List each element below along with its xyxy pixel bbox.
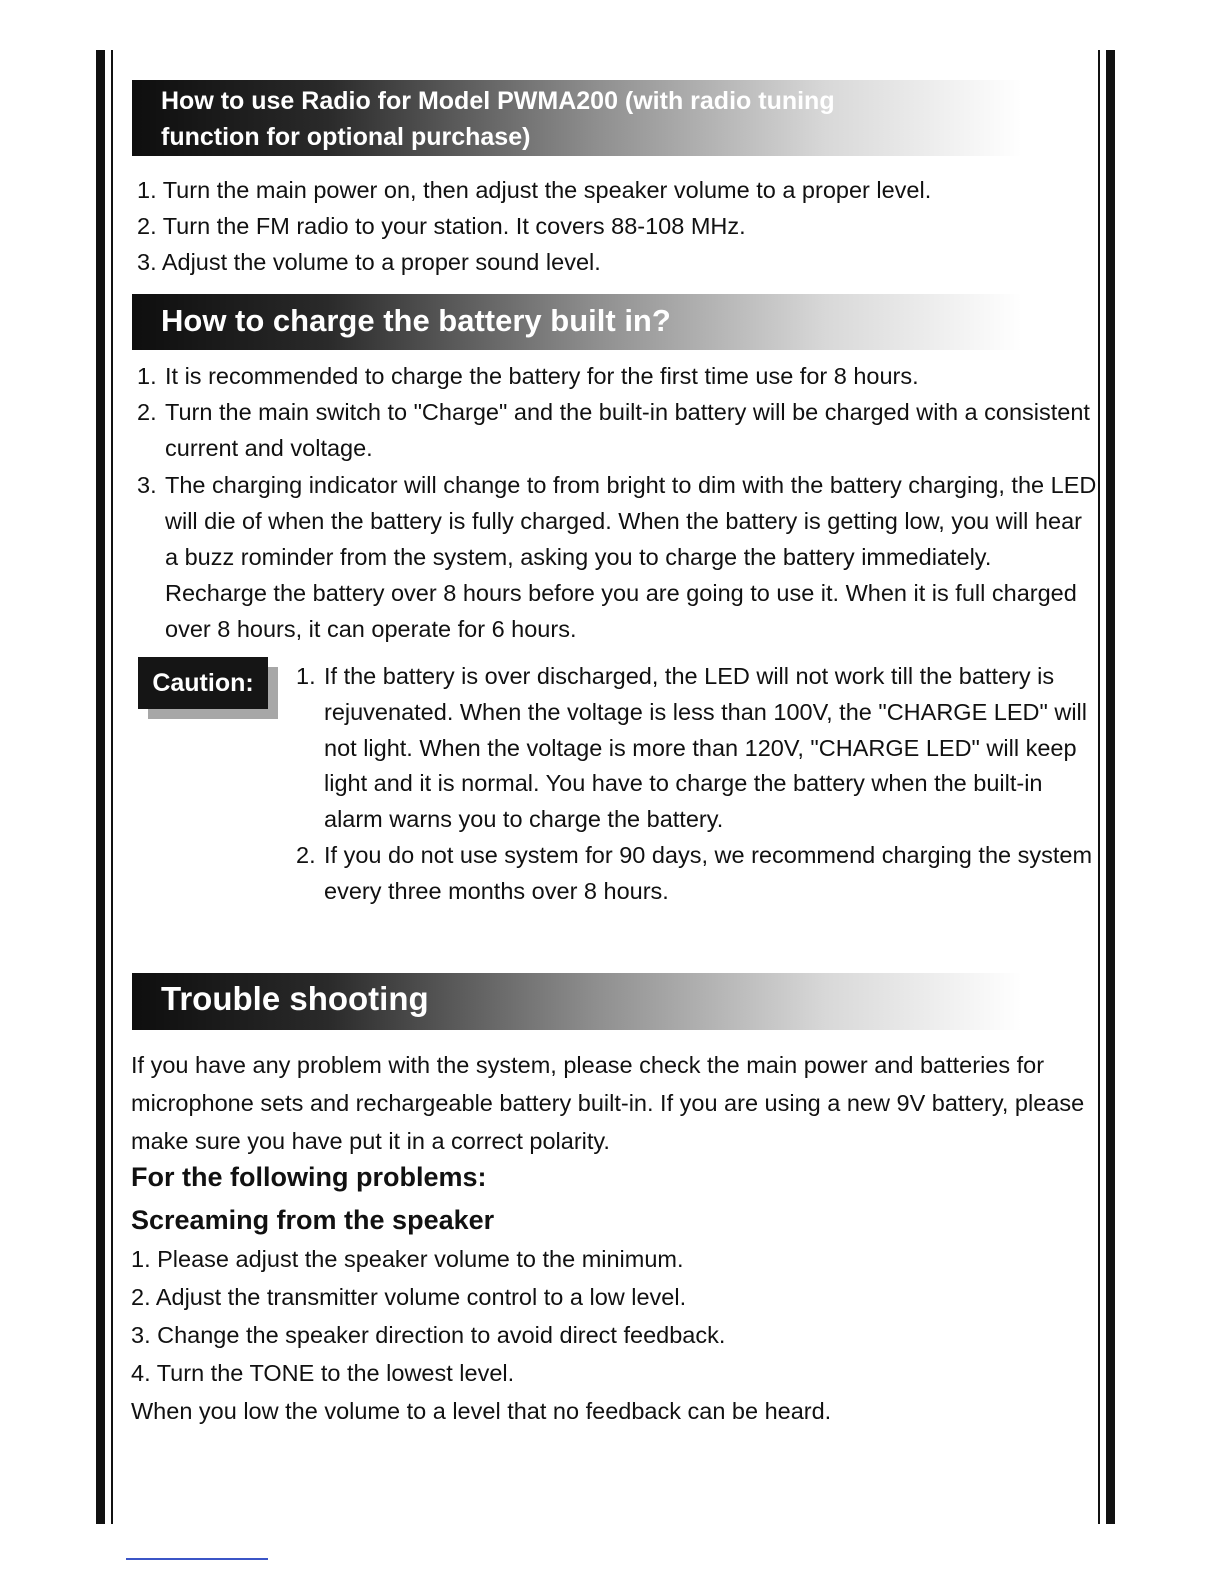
bottom-underline [126, 1558, 268, 1560]
list-item: 4. Turn the TONE to the lowest level. [131, 1360, 515, 1386]
list-number: 1. [137, 363, 157, 389]
caution-label: Caution: [138, 657, 268, 709]
trouble-section-header: Trouble shooting [132, 973, 1022, 1030]
subheading-screaming: Screaming from the speaker [131, 1205, 495, 1235]
caution-badge [138, 657, 278, 719]
radio-section-header [132, 80, 1022, 156]
list-text: It is recommended to charge the battery for the first time use for 8 hours. [165, 363, 919, 389]
list-item [296, 838, 1096, 910]
list-item: 1. Turn the main power on, then adjust the speaker volume to a proper level. [137, 177, 932, 203]
charge-section-header: How to charge the battery built in? [132, 294, 1022, 350]
caution-list [296, 659, 1096, 910]
list-item [137, 467, 1097, 648]
list-item: 2. Turn the FM radio to your station. It covers 88-108 MHz. [137, 213, 746, 239]
list-item: 2. Adjust the transmitter volume control to a low level. [131, 1284, 687, 1310]
list-number: 3. [137, 471, 157, 498]
left-border-thin [111, 50, 113, 1524]
list-item: 3. Adjust the volume to a proper sound level. [137, 249, 601, 275]
list-text: The charging indicator will change to from bright to dim with the battery charging, the LED will die of when the battery is fully charged. When the battery is getting low, you will hear a buzz rominder from the system, asking you to charge the battery immediately. Recharge the battery over 8 hours before you are going to use it. When it is full charged over 8 hours, it can operate for 6 hours. [165, 471, 1097, 643]
list-number: 2. [296, 841, 316, 868]
radio-header-line1: How to use Radio for Model PWMA200 (with radio tuning [161, 87, 835, 115]
list-item [137, 394, 1097, 466]
radio-steps-list [137, 172, 1097, 280]
right-border-thin [1098, 50, 1100, 1524]
list-item: 3. Change the speaker direction to avoid direct feedback. [131, 1322, 726, 1348]
list-item [137, 358, 1097, 394]
radio-header-line2: function for optional purchase) [161, 123, 531, 151]
right-border-thick [1106, 50, 1115, 1524]
list-text: If you do not use system for 90 days, we recommend charging the system every three months over 8 hours. [324, 841, 1093, 904]
list-text: Turn the main switch to "Charge" and the built-in battery will be charged with a consistent current and voltage. [165, 399, 1090, 462]
trouble-closing: When you low the volume to a level that no feedback can be heard. [131, 1398, 832, 1424]
list-number: 2. [137, 399, 157, 426]
subheading-problems: For the following problems: [131, 1162, 487, 1192]
trouble-steps-list [131, 1240, 1091, 1392]
trouble-intro: If you have any problem with the system, please check the main power and batteries for microphone sets and rechargeable battery built-in. If you are using a new 9V battery, please make sure you have put it in a correct polarity. [131, 1052, 1085, 1154]
list-number: 1. [296, 663, 316, 689]
list-item: 1. Please adjust the speaker volume to the minimum. [131, 1246, 684, 1272]
left-border-thick [96, 50, 105, 1524]
list-text: If the battery is over discharged, the LED will not work till the battery is rejuvenated. When the voltage is less than 100V, the "CHARGE LED" will not light. When the voltage is more than 120V, "CHARGE LED" will keep light and it is normal. You have to charge the battery when the built-in alarm warns you to charge the battery. [324, 663, 1087, 833]
list-item [296, 659, 1096, 838]
charge-steps-list [137, 358, 1097, 648]
